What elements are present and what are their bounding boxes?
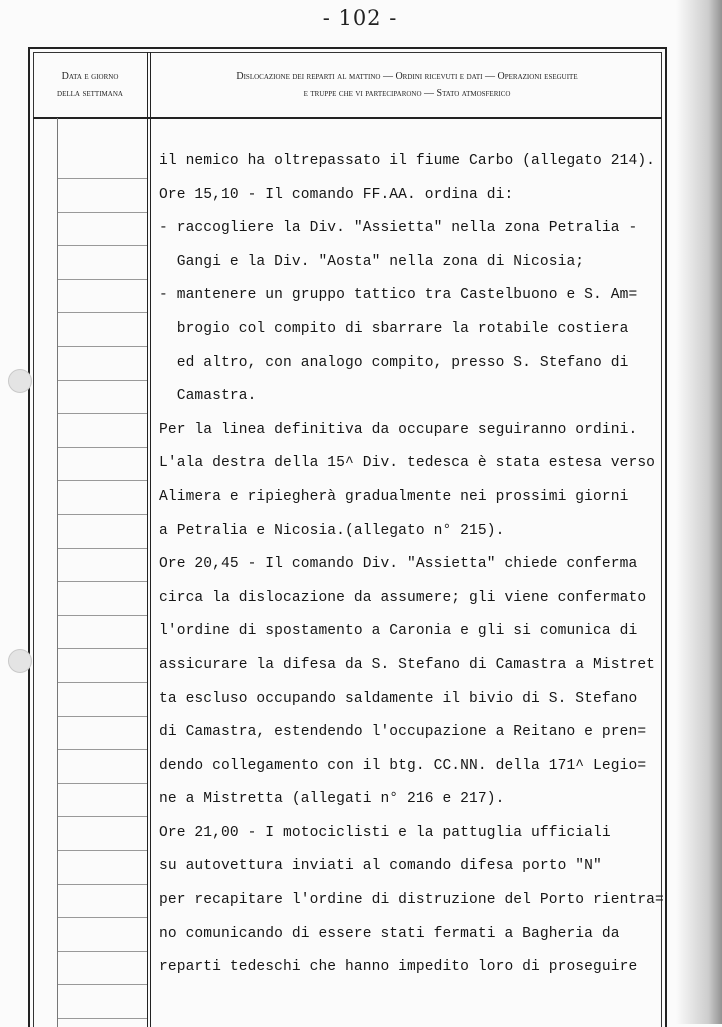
text-line: a Petralia e Nicosia.(allegato n° 215).: [159, 522, 505, 539]
date-rule-line: [58, 749, 147, 750]
punch-hole-upper: [8, 369, 32, 393]
date-rule-line: [58, 783, 147, 784]
text-line: dendo collegamento con il btg. CC.NN. della 171^ Legio=: [159, 757, 647, 774]
date-rule-line: [58, 951, 147, 952]
text-line: per recapitare l'ordine di distruzione del Porto rientra=: [159, 892, 664, 909]
text-line: brogio col compito di sbarrare la rotabile costiera: [159, 320, 629, 337]
text-line: - raccogliere la Div. "Assietta" nella zona Petralia -: [159, 220, 638, 237]
date-rule-line: [58, 850, 147, 851]
header-divider: [33, 117, 662, 119]
text-line: di Camastra, estendendo l'occupazione a Reitano e pren=: [159, 724, 647, 741]
text-line: su autovettura inviati al comando difesa porto "N": [159, 858, 602, 875]
text-body: [159, 147, 674, 987]
text-line: Ore 15,10 - Il comando FF.AA. ordina di:: [159, 186, 514, 203]
text-line: ne a Mistretta (allegati n° 216 e 217).: [159, 791, 505, 808]
text-line: ed altro, con analogo compito, presso S. Stefano di: [159, 354, 629, 371]
date-rule-line: [58, 279, 147, 280]
text-line: l'ordine di spostamento a Caronia e gli si comunica di: [159, 623, 638, 640]
date-rule-line: [58, 917, 147, 918]
text-line: Alimera e ripiegherà gradualmente nei prossimi giorni: [159, 488, 629, 505]
date-header-line1: Data e giorno: [61, 71, 119, 82]
text-line: no comunicando di essere stati fermati a Bagheria da: [159, 925, 620, 942]
date-rule-line: [58, 581, 147, 582]
date-rule-line: [58, 312, 147, 313]
main-header-line2: e truppe che vi parteciparono — Stato atmosferico: [303, 88, 511, 99]
date-rule-line: [58, 984, 147, 985]
date-rule-line: [58, 178, 147, 179]
scan-edge-shadow: [676, 0, 722, 1024]
text-line: ta escluso occupando saldamente il bivio di S. Stefano: [159, 690, 638, 707]
date-rule-line: [58, 346, 147, 347]
text-line: reparti tedeschi che hanno impedito loro di proseguire: [159, 959, 638, 976]
page-number: - 102 -: [322, 6, 398, 30]
date-rule-line: [58, 884, 147, 885]
text-line: Per la linea definitiva da occupare seguiranno ordini.: [159, 421, 638, 438]
text-line: Ore 21,00 - I motociclisti e la pattuglia ufficiali: [159, 824, 611, 841]
date-rule-line: [58, 212, 147, 213]
date-column-header: [34, 68, 146, 102]
text-line: L'ala destra della 15^ Div. tedesca è stata estesa verso: [159, 455, 656, 472]
date-rule-line: [58, 1018, 147, 1019]
date-rule-line: [58, 245, 147, 246]
date-rule-line: [58, 413, 147, 414]
date-rule-line: [58, 682, 147, 683]
text-line: assicurare la difesa da S. Stefano di Camastra a Mistret: [159, 656, 656, 673]
date-rule-line: [58, 615, 147, 616]
date-rule-line: [58, 716, 147, 717]
text-line: Ore 20,45 - Il comando Div. "Assietta" chiede conferma: [159, 556, 638, 573]
date-rule-line: [58, 816, 147, 817]
date-rule-line: [58, 447, 147, 448]
date-rule-line: [58, 548, 147, 549]
date-margin-line: [57, 118, 58, 1027]
column-divider: [147, 52, 151, 1027]
date-rule-line: [58, 648, 147, 649]
date-rule-line: [58, 514, 147, 515]
text-line: Gangi e la Div. "Aosta" nella zona di Nicosia;: [159, 253, 585, 270]
text-line: Camastra.: [159, 388, 257, 405]
punch-hole-lower: [8, 649, 32, 673]
text-line: il nemico ha oltrepassato il fiume Carbo (allegato 214).: [159, 153, 656, 169]
date-rule-line: [58, 380, 147, 381]
main-column-header: [152, 68, 662, 102]
text-line: - mantenere un gruppo tattico tra Castelbuono e S. Am=: [159, 287, 638, 304]
date-header-line2: della settimana: [57, 88, 123, 99]
main-header-line1: Dislocazione dei reparti al mattino — Ordini ricevuti e dati — Operazioni eseguite: [236, 71, 578, 82]
text-line: circa la dislocazione da assumere; gli viene confermato: [159, 589, 647, 606]
date-rule-line: [58, 480, 147, 481]
